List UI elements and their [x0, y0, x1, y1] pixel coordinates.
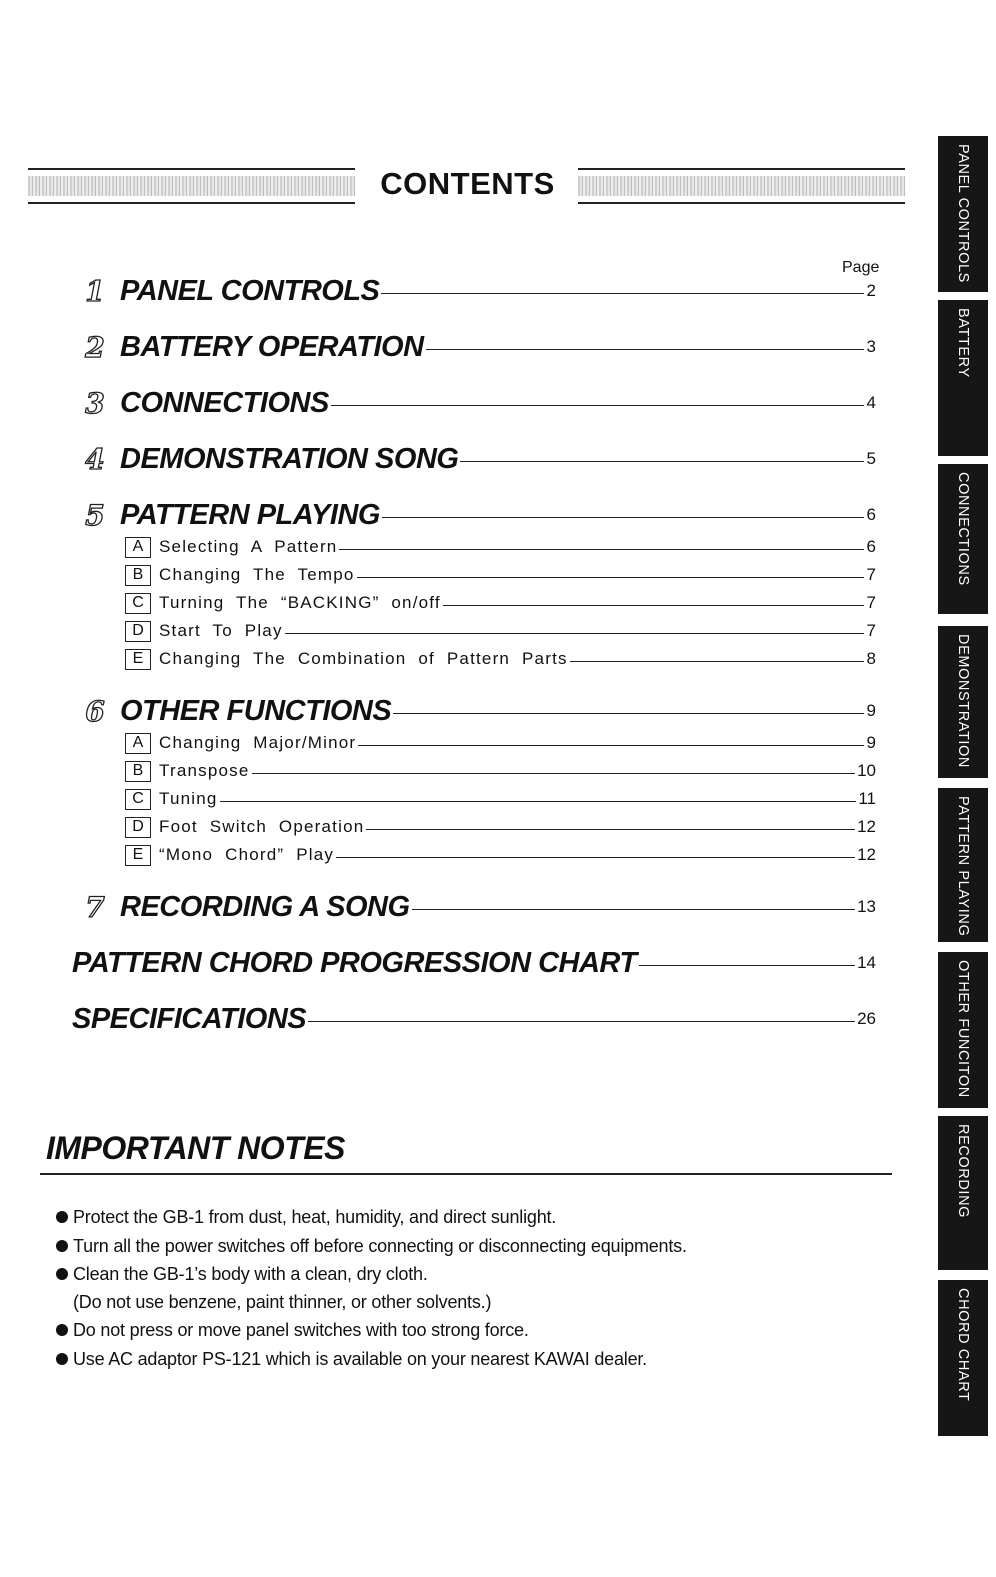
toc-number: 3 — [85, 386, 105, 420]
toc-number: 4 — [85, 442, 105, 476]
side-tab-label: RECORDING — [955, 1124, 971, 1219]
sub-page: 10 — [857, 761, 876, 780]
toc-subentry[interactable] — [125, 646, 876, 672]
sub-letter-box: C — [125, 789, 151, 810]
dot-leader — [443, 605, 864, 606]
toc-entry-panel-controls[interactable] — [70, 271, 876, 311]
toc-label: PATTERN PLAYING — [120, 498, 380, 531]
sub-page: 7 — [866, 621, 876, 640]
dot-leader — [381, 293, 864, 294]
side-tab-label: DEMONSTRATION — [955, 634, 971, 769]
dot-leader — [331, 405, 864, 406]
toc-subentry[interactable] — [125, 534, 876, 560]
side-tab-pattern-playing[interactable] — [938, 788, 988, 942]
note-item — [56, 1207, 556, 1228]
side-tab-label: PANEL CONTROLS — [955, 144, 971, 283]
dot-leader — [357, 577, 864, 578]
bullet-icon — [56, 1240, 68, 1252]
toc-label: CONNECTIONS — [120, 386, 329, 419]
note-text: Turn all the power switches off before connecting or disconnecting equipments. — [73, 1236, 687, 1256]
toc-entry-battery-operation[interactable] — [70, 327, 876, 367]
dot-leader — [336, 857, 855, 858]
side-tab-panel-controls[interactable] — [938, 136, 988, 292]
toc-page: 14 — [857, 953, 876, 972]
toc-page: 13 — [857, 897, 876, 916]
toc-number: 5 — [85, 498, 105, 532]
sub-letter-box: E — [125, 845, 151, 866]
toc-subentry[interactable] — [125, 562, 876, 588]
sub-letter-box: D — [125, 817, 151, 838]
toc-page: 3 — [866, 337, 876, 356]
note-item — [56, 1264, 428, 1285]
bullet-icon — [56, 1268, 68, 1280]
toc-subentry[interactable] — [125, 758, 876, 784]
dot-leader — [412, 909, 856, 910]
sub-label: Changing The Combination of Pattern Parts — [159, 649, 568, 668]
side-tab-label: BATTERY — [955, 308, 971, 378]
toc-label: BATTERY OPERATION — [120, 330, 424, 363]
note-text: Use AC adaptor PS-121 which is available on your nearest KAWAI dealer. — [73, 1349, 647, 1369]
toc-page: 6 — [866, 505, 876, 524]
notes-divider — [40, 1173, 892, 1175]
dot-leader — [285, 633, 864, 634]
toc-number: 7 — [85, 890, 105, 924]
sub-label: Changing Major/Minor — [159, 733, 357, 752]
toc-page: 26 — [857, 1009, 876, 1028]
sub-letter-box: B — [125, 565, 151, 586]
sub-label: Changing The Tempo — [159, 565, 355, 584]
dot-leader — [339, 549, 864, 550]
note-text: (Do not use benzene, paint thinner, or other solvents.) — [73, 1292, 492, 1312]
bullet-icon — [56, 1353, 68, 1365]
sub-label: Selecting A Pattern — [159, 537, 338, 556]
note-item-continuation — [73, 1292, 491, 1313]
note-item — [56, 1349, 647, 1370]
sub-label: Foot Switch Operation — [159, 817, 365, 836]
side-tab-label: CHORD CHART — [955, 1288, 971, 1402]
toc-subentry[interactable] — [125, 730, 876, 756]
side-tab-demonstration[interactable] — [938, 626, 988, 778]
toc-number: 2 — [85, 330, 105, 364]
bullet-icon — [56, 1324, 68, 1336]
dot-leader — [393, 713, 864, 714]
sub-page: 12 — [857, 845, 876, 864]
side-tab-connections[interactable] — [938, 464, 988, 614]
sub-letter-box: A — [125, 733, 151, 754]
toc-entry-pattern-playing[interactable] — [70, 495, 876, 535]
dot-leader — [570, 661, 864, 662]
sub-page: 7 — [866, 565, 876, 584]
dot-leader — [220, 801, 857, 802]
sub-letter-box: E — [125, 649, 151, 670]
dot-leader — [252, 773, 856, 774]
dot-leader — [460, 461, 864, 462]
note-text: Do not press or move panel switches with too strong force. — [73, 1320, 529, 1340]
header-bar-left — [28, 168, 355, 204]
toc-entry-other-functions[interactable] — [70, 691, 876, 731]
toc-label: OTHER FUNCTIONS — [120, 694, 392, 727]
dot-leader — [308, 1021, 855, 1022]
sub-label: Turning The “BACKING” on/off — [159, 593, 441, 612]
sub-label: Tuning — [159, 789, 218, 808]
sub-label: Start To Play — [159, 621, 283, 640]
toc-page: 5 — [866, 449, 876, 468]
sub-page: 8 — [866, 649, 876, 668]
side-tab-battery[interactable] — [938, 300, 988, 456]
toc-label: RECORDING A SONG — [120, 890, 410, 923]
side-tab-other-function[interactable] — [938, 952, 988, 1108]
dot-leader — [639, 965, 856, 966]
sub-label: “Mono Chord” Play — [159, 845, 335, 864]
toc-page: 2 — [866, 281, 876, 300]
toc-entry-demonstration-song[interactable] — [70, 439, 876, 479]
toc-label: DEMONSTRATION SONG — [120, 442, 459, 475]
sub-page: 9 — [866, 733, 876, 752]
dot-leader — [358, 745, 864, 746]
page-title: CONTENTS — [380, 166, 555, 201]
dot-leader — [366, 829, 855, 830]
toc-page: 4 — [866, 393, 876, 412]
sub-letter-box: C — [125, 593, 151, 614]
toc-label: PATTERN CHORD PROGRESSION CHART — [72, 946, 637, 979]
dot-leader — [382, 517, 864, 518]
toc-number: 1 — [85, 274, 105, 308]
toc-subentry[interactable] — [125, 786, 876, 812]
sub-letter-box: A — [125, 537, 151, 558]
sub-letter-box: B — [125, 761, 151, 782]
toc-subentry[interactable] — [125, 618, 876, 644]
page-column-label: Page — [842, 259, 880, 276]
toc-page: 9 — [866, 701, 876, 720]
sub-page: 12 — [857, 817, 876, 836]
side-tab-label: PATTERN PLAYING — [955, 796, 971, 937]
note-item — [56, 1236, 687, 1257]
sub-label: Transpose — [159, 761, 250, 780]
dot-leader — [426, 349, 864, 350]
sub-page: 11 — [858, 789, 876, 808]
side-tab-chord-chart[interactable] — [938, 1280, 988, 1436]
important-notes-title: IMPORTANT NOTES — [46, 1130, 345, 1166]
toc-subentry[interactable] — [125, 842, 876, 868]
toc-entry-recording-a-song[interactable] — [70, 887, 876, 927]
toc-entry-connections[interactable] — [70, 383, 876, 423]
side-tab-label: OTHER FUNCITON — [955, 960, 971, 1098]
side-tab-recording[interactable] — [938, 1116, 988, 1270]
sub-letter-box: D — [125, 621, 151, 642]
note-item — [56, 1320, 529, 1341]
header-bar-right — [578, 168, 905, 204]
toc-label: PANEL CONTROLS — [120, 274, 380, 307]
side-tab-label: CONNECTIONS — [955, 472, 971, 586]
sub-page: 6 — [866, 537, 876, 556]
bullet-icon — [56, 1211, 68, 1223]
toc-subentry[interactable] — [125, 590, 876, 616]
toc-entry-pattern-chord-chart[interactable] — [70, 943, 876, 983]
note-text: Clean the GB-1’s body with a clean, dry cloth. — [73, 1264, 428, 1284]
sub-page: 7 — [866, 593, 876, 612]
toc-label: SPECIFICATIONS — [72, 1002, 307, 1035]
toc-subentry[interactable] — [125, 814, 876, 840]
toc-entry-specifications[interactable] — [70, 999, 876, 1039]
note-text: Protect the GB-1 from dust, heat, humidity, and direct sunlight. — [73, 1207, 557, 1227]
toc-number: 6 — [85, 694, 105, 728]
